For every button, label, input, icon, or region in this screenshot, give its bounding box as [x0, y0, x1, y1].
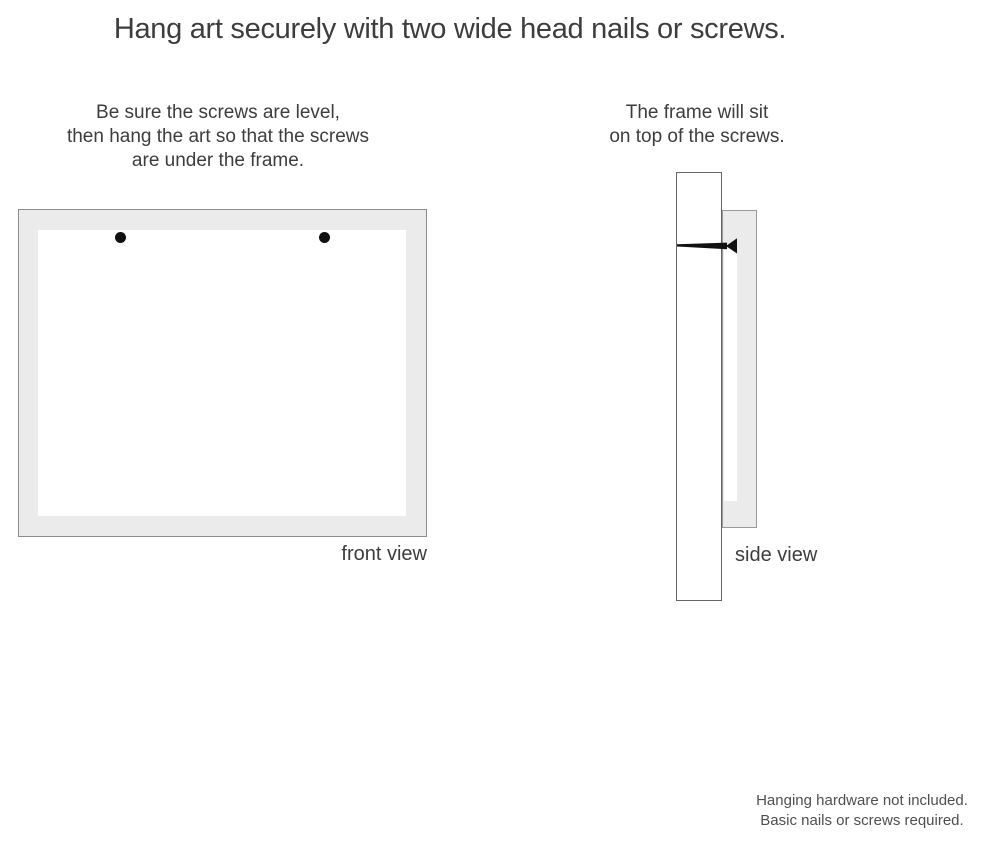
- front-view-label: front view: [341, 543, 427, 565]
- hardware-footnote: [748, 791, 976, 831]
- side-view-label: side view: [735, 544, 818, 566]
- hardware-footnote-line: Basic nails or screws required.: [760, 812, 964, 829]
- front-view-frame: [18, 209, 427, 537]
- front-view-art-area: [38, 230, 406, 516]
- page-title: Hang art securely with two wide head nails or screws.: [113, 13, 787, 45]
- front-instruction-line: then hang the art so that the screws: [66, 126, 370, 147]
- nail-shaft: [677, 243, 727, 250]
- side-view-frame-hollow: [724, 249, 737, 501]
- screw-dot-icon: [115, 232, 126, 243]
- front-instruction-text: [18, 101, 418, 173]
- side-instruction-text: [577, 101, 817, 149]
- side-instruction-line: The frame will sit: [625, 102, 769, 123]
- front-instruction-line: Be sure the screws are level,: [96, 102, 340, 123]
- hardware-footnote-line: Hanging hardware not included.: [756, 792, 968, 809]
- screw-dot-icon: [319, 232, 330, 243]
- wide-head-nail-icon: [670, 232, 745, 260]
- front-instruction-line: are under the frame.: [131, 150, 305, 171]
- side-instruction-line: on top of the screws.: [609, 126, 785, 147]
- nail-head: [726, 238, 737, 253]
